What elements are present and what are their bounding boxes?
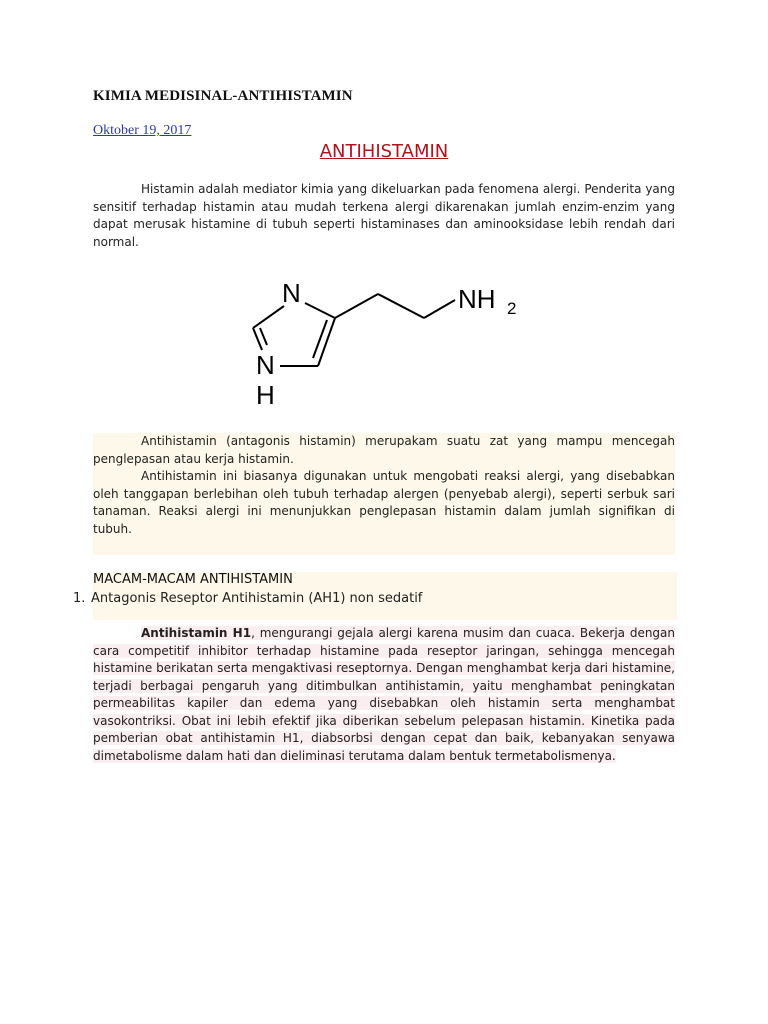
post-date-link[interactable]: Oktober 19, 2017 bbox=[93, 123, 192, 138]
definition-paragraph-1: Antihistamin (antagonis histamin) merupakam suatu zat yang mampu mencegah penglepasan atau kerja histamin. bbox=[93, 434, 675, 466]
section-heading: MACAM-MACAM ANTIHISTAMIN bbox=[93, 572, 293, 587]
bond-c5-ca bbox=[335, 294, 378, 318]
amine-subscript: 2 bbox=[507, 299, 517, 318]
ring-n-label: N bbox=[282, 278, 301, 308]
document-title: ANTIHISTAMIN bbox=[319, 141, 449, 162]
bond-c4-c5-inner bbox=[313, 320, 327, 358]
intro-paragraph bbox=[93, 181, 675, 251]
bond-ca-cb bbox=[378, 294, 424, 318]
amine-label: NH bbox=[458, 284, 496, 314]
histamine-structure-diagram bbox=[230, 270, 540, 420]
bond-c5-n1 bbox=[305, 303, 335, 318]
bond-n1-c2 bbox=[253, 306, 284, 328]
bond-cb-n bbox=[424, 300, 455, 318]
ring-nh-n-label: N bbox=[256, 350, 275, 380]
list-item bbox=[73, 591, 422, 606]
intro-text: Histamin adalah mediator kimia yang dikeluarkan pada fenomena alergi. Penderita yang sensitif terhadap histamin atau mudah terkena alergi dikarenakan jumlah enzim-enzim yang dapat merusak histamine di tubuh seperti histaminases dan aminooksidase lebih rendah dari normal. bbox=[93, 182, 675, 249]
definition-box bbox=[93, 433, 675, 555]
h1-bold-term: Antihistamin H1 bbox=[141, 626, 252, 640]
list-item-text: Antagonis Reseptor Antihistamin (AH1) non sedatif bbox=[91, 591, 423, 606]
bond-c4-c5 bbox=[318, 318, 335, 366]
h1-paragraph bbox=[93, 625, 675, 765]
page-heading: KIMIA MEDISINAL-ANTIHISTAMIN bbox=[93, 88, 353, 104]
list-item-number: 1. bbox=[73, 591, 86, 606]
definition-paragraph-2: Antihistamin ini biasanya digunakan untuk mengobati reaksi alergi, yang disebabkan oleh tanggapan berlebihan oleh tubuh terhadap alergen (penyebab alergi), seperti serbuk sari tanaman. Reaksi alergi ini menunjukkan penglepasan histamin dalam jumlah signifikan di tubuh. bbox=[93, 469, 675, 536]
bond-c2-n3-inner bbox=[260, 328, 267, 345]
ring-nh-h-label: H bbox=[256, 380, 275, 410]
h1-text: , mengurangi gejala alergi karena musim dan cuaca. Bekerja dengan cara competitif inhibitor terhadap histamine pada reseptor jaringan, sehingga mencegah histamine berikatan serta mengaktivasi reseptornya. Dengan menghambat kerja dari histamine, terjadi berbagai pengaruh yang ditimbulkan antihistamin, yaitu menghambat peningkatan permeabilitas kapiler dan edema yang disebabkan oleh histamin serta menghambat vasokontriksi. Obat ini lebih efektif jika diberikan sebelum pelepasan histamin. Kinetika pada pemberian obat antihistamin H1, diabsorbsi dengan cepat dan baik, kebanyakan senyawa dimetabolisme dalam hati dan dieliminasi terutama dalam bentuk termetabolismenya. bbox=[93, 626, 676, 763]
